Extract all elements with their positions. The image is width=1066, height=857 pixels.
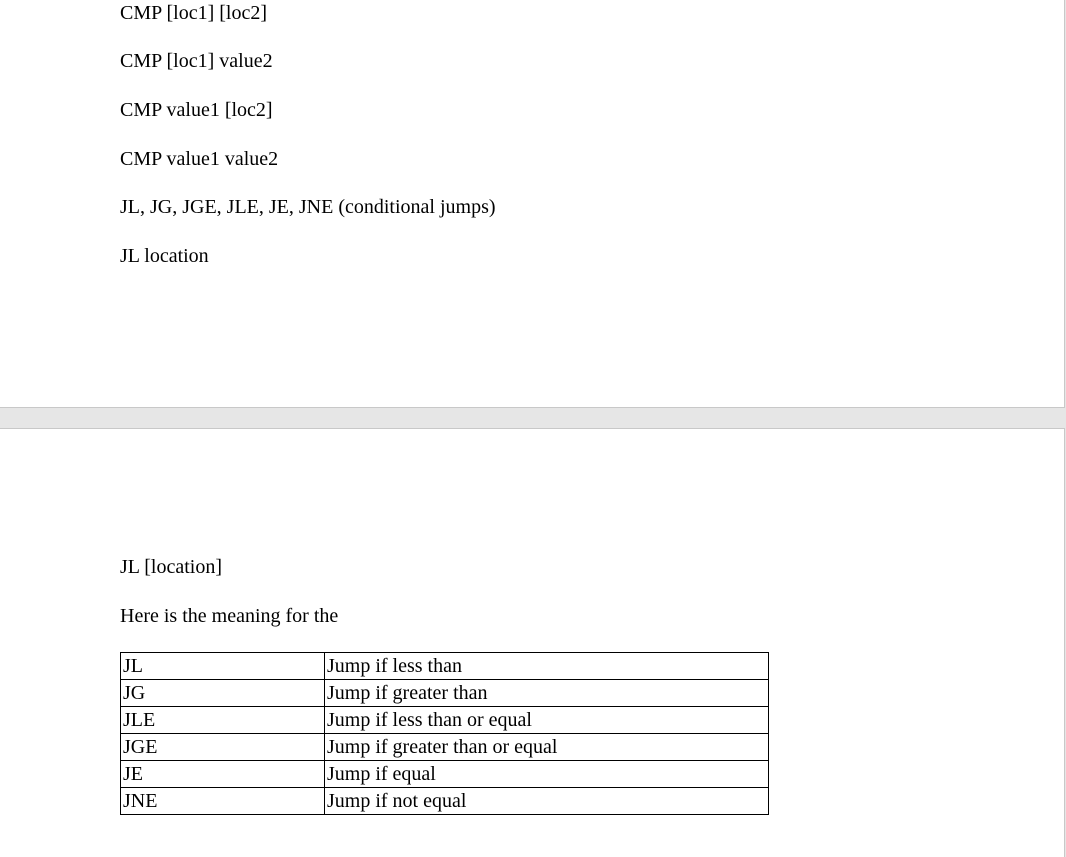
- jump-code-cell: JL: [121, 653, 325, 680]
- jump-code-cell: JG: [121, 680, 325, 707]
- cmp-loc-value-line: CMP [loc1] value2: [120, 50, 273, 72]
- conditional-jumps-heading: JL, JG, JGE, JLE, JE, JNE (conditional jumps): [120, 196, 496, 218]
- document-page-1: [0, 0, 1065, 408]
- jl-location-bracket-line: JL [location]: [120, 556, 223, 578]
- table-row: [121, 761, 769, 788]
- table-row: [121, 788, 769, 815]
- jump-meaning-cell: Jump if less than or equal: [325, 707, 769, 734]
- meaning-intro-line: Here is the meaning for the: [120, 605, 339, 627]
- jump-meaning-cell: Jump if equal: [325, 761, 769, 788]
- jump-meaning-cell: Jump if greater than or equal: [325, 734, 769, 761]
- jump-code-cell: JE: [121, 761, 325, 788]
- table-row: [121, 734, 769, 761]
- table-row: [121, 707, 769, 734]
- jump-code-cell: JNE: [121, 788, 325, 815]
- document-page-2: [0, 428, 1065, 857]
- cmp-value-value-line: CMP value1 value2: [120, 148, 279, 170]
- jump-meaning-cell: Jump if greater than: [325, 680, 769, 707]
- jl-location-line: JL location: [120, 245, 209, 267]
- jump-code-cell: JLE: [121, 707, 325, 734]
- table-row: [121, 653, 769, 680]
- table-row: [121, 680, 769, 707]
- jump-meaning-cell: Jump if not equal: [325, 788, 769, 815]
- jump-code-cell: JGE: [121, 734, 325, 761]
- cmp-value-loc-line: CMP value1 [loc2]: [120, 99, 273, 121]
- jump-meaning-table: [120, 652, 769, 815]
- cmp-loc-loc-line: CMP [loc1] [loc2]: [120, 2, 268, 24]
- jump-meaning-cell: Jump if less than: [325, 653, 769, 680]
